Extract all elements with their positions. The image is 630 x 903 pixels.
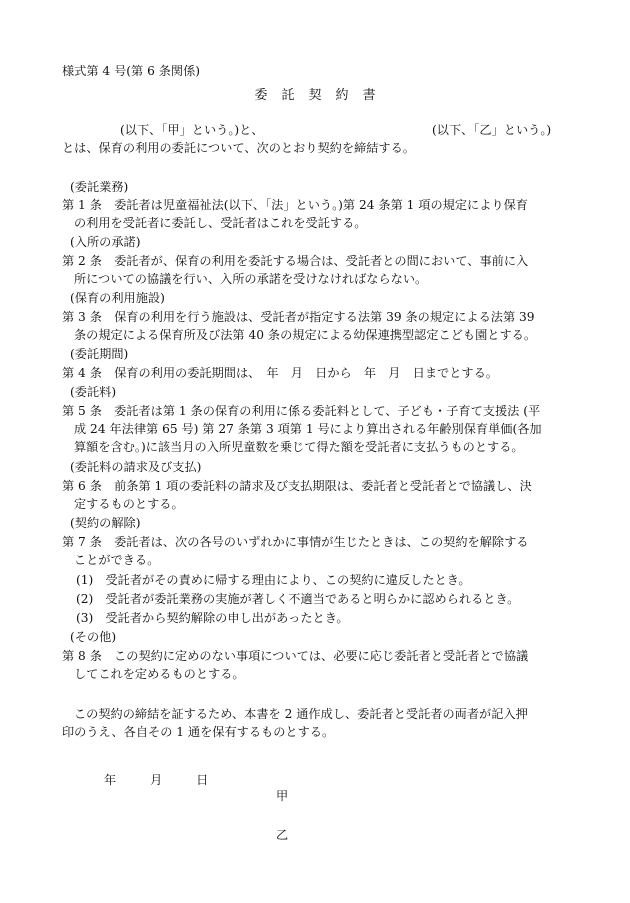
article-heading: (入所の承諾): [70, 235, 141, 249]
article-7-line-1: 第 7 条 委託者は、次の各号のいずれかに事情が生じたときは、この契約を解除する: [62, 535, 529, 549]
article-heading: (委託料の請求及び支払): [70, 460, 202, 474]
article-1-line-2: の利用を受託者に委託し、受託者はこれを受託する。: [74, 216, 367, 230]
article-heading: (保育の利用施設): [70, 291, 165, 305]
article-1-line-1: 第 1 条 委託者は児童福祉法(以下、「法」という。)第 24 条第 1 項の規定により保育: [62, 198, 528, 212]
article-7-item-1: (1) 受託者がその責めに帰する理由により、この契約に違反したとき。: [76, 573, 471, 587]
article-heading: (委託業務): [70, 180, 129, 194]
party-b-label: 乙: [276, 828, 289, 842]
closing-line-1: この契約の締結を証するため、本書を 2 通作成し、委託者と受託者の両者が記入押: [74, 707, 528, 721]
article-5-line-2: 成 24 年法律第 65 号) 第 27 条第 3 項第 1 号により算出される年齢別保育単価(各加: [74, 422, 542, 436]
preamble-part-b: (以下、「乙」という。): [432, 123, 552, 137]
article-7-item-3: (3) 受託者から契約解除の申し出があったとき。: [76, 611, 349, 625]
article-8-line-2: してこれを定めるものとする。: [74, 667, 245, 681]
article-heading: (その他): [70, 630, 117, 644]
article-4-line-1: 第 4 条 保育の利用の委託期間は、 年 月 日から 年 月 日までとする。: [62, 366, 498, 380]
form-label: 様式第 4 号(第 6 条関係): [62, 64, 201, 78]
preamble-line-2: とは、保育の利用の委託について、次のとおり契約を締結する。: [62, 141, 415, 155]
date-year: 年: [104, 773, 117, 787]
article-heading: (委託料): [70, 385, 117, 399]
signature-date: [104, 771, 208, 789]
closing-line-2: 印のうえ、各自その 1 通を保有するものとする。: [62, 725, 335, 739]
article-3-line-2: 条の規定による保育所及び法第 40 条の規定による幼保連携型認定こども園とする。: [74, 328, 537, 342]
article-5-line-1: 第 5 条 委託者は第 1 条の保育の利用に係る委託料として、子ども・子育て支援法 (平: [62, 404, 541, 418]
date-day: 日: [196, 773, 209, 787]
article-7-line-2: ことができる。: [74, 553, 160, 567]
document-title: 委託契約書: [254, 88, 390, 103]
article-6-line-2: 定するものとする。: [74, 497, 184, 511]
preamble-part-a: (以下、「甲」という。)と、: [120, 123, 264, 137]
article-heading: (契約の解除): [70, 516, 141, 530]
article-3-line-1: 第 3 条 保育の利用を行う施設は、受託者が指定する法第 39 条の規定による法第 39: [62, 310, 535, 324]
article-8-line-1: 第 8 条 この契約に定めのない事項については、必要に応じ委託者と受託者とで協議: [62, 649, 529, 663]
article-heading: (委託期間): [70, 347, 129, 361]
party-a-label: 甲: [276, 789, 289, 803]
article-6-line-1: 第 6 条 前条第 1 項の委託料の請求及び支払期限は、委託者と受託者とで協議し、決: [62, 479, 532, 493]
article-5-line-3: 算額を含む。)に該当月の入所児童数を乗じて得た額を受託者に支払うものとする。: [74, 440, 524, 454]
date-month: 月: [150, 773, 163, 787]
article-2-line-1: 第 2 条 委託者が、保育の利用を委託する場合は、受託者との間において、事前に入: [62, 254, 529, 268]
article-2-line-2: 所についての協議を行い、入所の承諾を受けなければならない。: [74, 272, 428, 286]
article-7-item-2: (2) 受託者が委託業務の実施が著しく不適当であると明らかに認められるとき。: [76, 592, 520, 606]
